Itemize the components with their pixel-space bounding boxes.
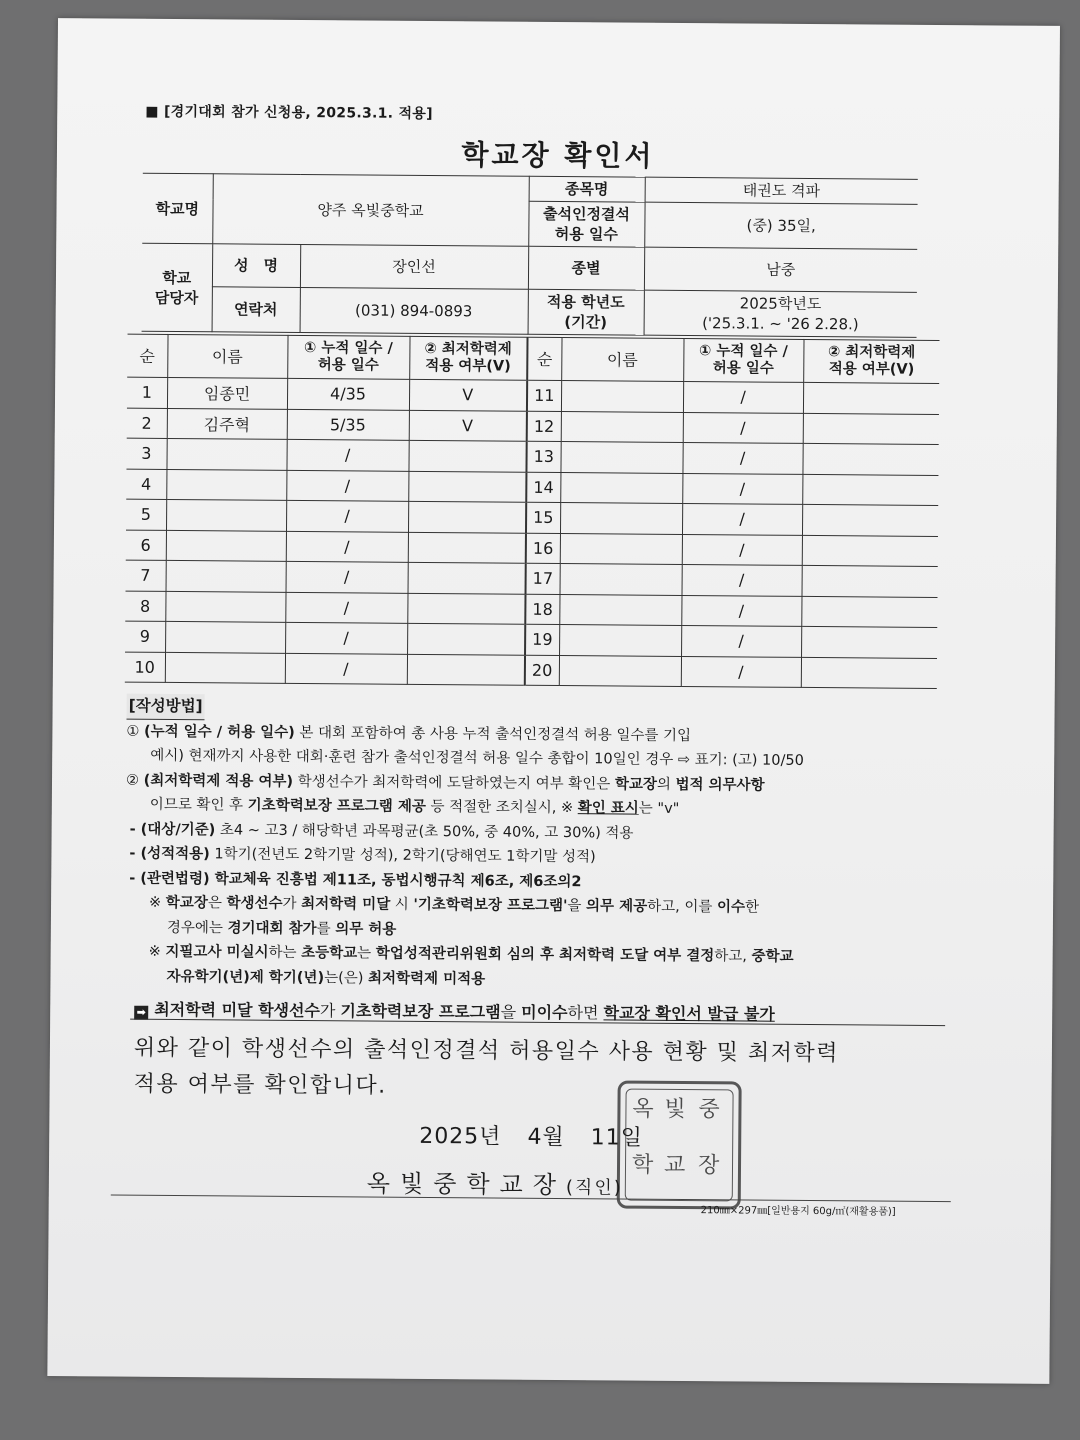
row-check	[408, 501, 526, 532]
note-3-text: 초4 ~ 고3 / 해당학년 과목평균(초 50%, 중 40%, 고 30%) 적용	[215, 821, 634, 842]
row-no: 11	[527, 380, 561, 411]
row-check	[802, 443, 938, 475]
note-2-line2-underline: 확인 표시	[577, 800, 639, 817]
row-days: /	[681, 595, 801, 626]
header-no-right: 순	[527, 337, 561, 380]
row-name	[165, 652, 285, 683]
manager-label-line1: 학교	[162, 268, 192, 287]
seal-char: 교	[663, 1152, 686, 1179]
principal-name: 옥빛중학교장	[366, 1169, 567, 1200]
year-value-line1: 2025학년도	[739, 294, 822, 314]
note-2-line2-bold: 기초학력보장 프로그램 제공	[247, 797, 426, 815]
row-no: 12	[527, 411, 561, 442]
note-7-text-d: 하고,	[714, 948, 752, 965]
header-min-left-line1: ② 최저학력제	[424, 340, 512, 358]
note-6-text-e: 을	[567, 898, 587, 915]
row-no: 3	[126, 438, 166, 469]
note-2-number: ②	[125, 772, 140, 789]
note-2-line2-text: 이므로 확인 후	[149, 796, 248, 814]
note-6-bold-a: 학교장	[165, 894, 208, 912]
row-name	[560, 564, 682, 595]
header-name-left: 이름	[167, 334, 287, 378]
date-day: 11일	[590, 1125, 644, 1151]
category-value: 남중	[644, 247, 917, 292]
confirmation-line-2: 적용 여부를 확인합니다.	[133, 1071, 387, 1099]
row-days: /	[681, 656, 801, 687]
row-days: /	[286, 470, 408, 501]
seal-char: 장	[697, 1153, 720, 1179]
roster-table	[125, 334, 940, 689]
warning-text-a: 가	[319, 1001, 341, 1021]
year-value-line2: ('25.3.1. ~ '26 2.28.)	[702, 314, 859, 334]
row-name	[166, 560, 286, 591]
contact-label: 연락처	[212, 287, 300, 333]
note-1-text: 본 대회 포함하여 총 사용 누적 출석인정결석 허용 일수를 기입	[294, 724, 692, 744]
note-7-bold-b: 초등학교	[301, 945, 358, 962]
row-days: /	[682, 442, 802, 473]
note-6-bold-c: 최저학력 미달	[301, 896, 391, 913]
note-7-bold-d: 중학교	[751, 948, 794, 965]
row-name	[560, 503, 682, 534]
seal-char: 중	[698, 1097, 720, 1123]
note-7-line2-bold-b: 최저학력제 미적용	[367, 970, 486, 987]
note-6-line2-text-b: 를	[316, 920, 336, 937]
note-2-text: 학생선수가 최저학력에 도달하였는지 여부 확인은	[292, 773, 615, 792]
row-name: 임종민	[167, 377, 287, 408]
category-label: 종별	[528, 246, 644, 290]
header-days-left-line2: 허용 일수	[317, 357, 379, 374]
row-no: 4	[126, 469, 166, 500]
row-check	[408, 471, 526, 502]
row-no: 8	[125, 591, 165, 622]
row-check	[801, 565, 937, 597]
note-6-text-d: 시	[390, 896, 414, 913]
header-min-left	[409, 336, 527, 380]
row-name	[559, 655, 681, 686]
row-name	[166, 469, 286, 500]
event-value: 태권도 격파	[645, 177, 918, 204]
allowed-days-label-line2: 허용 일수	[554, 224, 618, 244]
note-7-text-c: 는	[357, 945, 376, 962]
row-check	[407, 623, 525, 654]
confirmation-text	[133, 1031, 974, 1110]
contact-value: (031) 894-0893	[300, 287, 528, 334]
header-days-right	[683, 338, 803, 382]
row-no: 2	[127, 408, 167, 439]
note-7-mark: ※	[148, 943, 166, 960]
note-4-bold: - (성적적용)	[129, 845, 210, 863]
header-min-right-line2: 적용 여부(V)	[828, 361, 915, 378]
note-7-text-b: 하는	[268, 944, 302, 962]
note-1-example: 예시) 현재까지 사용한 대회·훈련 참가 출석인정결석 허용 일수 총합이 10일인 경우 ⇨ 표기: (고) 10/50	[150, 747, 804, 769]
row-no: 18	[525, 594, 559, 625]
row-no: 7	[126, 560, 166, 591]
row-check	[408, 562, 526, 593]
year-label-line2: (기간)	[564, 313, 608, 332]
row-name	[166, 499, 286, 530]
warning-bold-c: 미이수	[521, 1002, 568, 1023]
document-title: 학교장 확인서	[461, 138, 655, 173]
row-no: 17	[526, 563, 560, 594]
row-check	[802, 474, 938, 506]
note-2-line2-text-b: 등 적절한 조치실시, ※	[425, 798, 578, 817]
name-label: 성 명	[212, 244, 300, 288]
note-2-text-c: 의	[656, 776, 676, 793]
seal-char: 학	[631, 1152, 654, 1178]
school-label: 학교명	[142, 173, 213, 244]
row-check: V	[409, 379, 527, 410]
info-table	[142, 173, 918, 338]
row-check	[802, 535, 938, 567]
row-check: V	[409, 410, 527, 441]
row-check	[803, 413, 939, 445]
form-tag: ■ [경기대회 참가 신청용, 2025.3.1. 적용]	[145, 103, 433, 123]
note-2-line2-text-c: 는 "v"	[638, 800, 680, 817]
row-name: 김주혁	[167, 408, 287, 439]
note-6-text-f: 하고, 이를	[647, 898, 718, 916]
warning-bold-b: 기초학력보장 프로그램	[340, 1001, 501, 1022]
row-days: /	[682, 503, 802, 534]
arrow-box-icon: ➡	[134, 1006, 148, 1020]
note-6-bold-f: 이수	[716, 899, 746, 916]
note-2-bold: (최저학력제 적용 여부)	[143, 772, 294, 790]
row-days: /	[681, 625, 801, 656]
note-1-number: ①	[126, 723, 140, 740]
header-no-left: 순	[127, 334, 167, 377]
header-days-right-line2: 허용 일수	[712, 360, 774, 377]
row-check	[407, 654, 525, 685]
manager-label-line2: 담당자	[154, 288, 199, 307]
row-days: /	[683, 381, 803, 412]
note-6-text-b: 은	[207, 895, 227, 912]
row-days: /	[286, 500, 408, 531]
note-6-line2-text: 경우에는	[166, 919, 228, 936]
manager-label	[142, 243, 213, 332]
instructions-title: [작성방법]	[127, 694, 205, 720]
school-value: 양주 옥빛중학교	[212, 174, 529, 246]
header-days-left-line1: ① 누적 일수 /	[303, 340, 393, 357]
row-days: /	[285, 622, 407, 653]
row-check	[407, 593, 525, 624]
row-days: /	[682, 564, 802, 595]
note-7-bold-a: 지필고사 미실시	[165, 943, 269, 961]
row-days: /	[286, 531, 408, 562]
table-row	[125, 652, 937, 689]
note-6-bold-d: '기초학력보장 프로그램'	[413, 896, 568, 915]
row-check	[408, 440, 526, 471]
warning-text-c: 하면	[567, 1003, 604, 1023]
row-name	[560, 442, 682, 473]
row-days: 4/35	[287, 378, 409, 409]
row-days: /	[682, 473, 802, 504]
note-3-bold: - (대상/기준)	[129, 821, 216, 838]
row-name	[166, 438, 286, 469]
row-check	[801, 596, 937, 628]
row-no: 1	[127, 377, 167, 408]
roster-header-row	[127, 334, 939, 383]
row-days: 5/35	[287, 409, 409, 440]
note-6-text-g: 한	[744, 899, 760, 916]
allowed-days-label-line1: 출석인정결석	[542, 204, 631, 224]
row-name	[166, 530, 286, 561]
row-no: 6	[126, 530, 166, 561]
row-days: /	[286, 439, 408, 470]
row-check	[408, 532, 526, 563]
note-5-text: 학교체육 진흥법 제11조, 동법시행규칙 제6조, 제6조의2	[209, 870, 582, 890]
official-seal-icon	[617, 1080, 742, 1209]
note-6-text-c: 가	[282, 895, 302, 913]
instructions	[124, 694, 956, 996]
note-4-text: 1학기(전년도 2학기말 성적), 2학기(당해연도 1학기말 성적)	[209, 846, 596, 866]
row-days: /	[286, 561, 408, 592]
paper-spec: 210㎜×297㎜[일반용지 60g/㎡(재활용품)]	[700, 1205, 896, 1218]
row-name	[165, 621, 285, 652]
row-no: 14	[526, 472, 560, 503]
header-min-left-line2: 적용 여부(V)	[425, 357, 511, 375]
row-check	[801, 657, 937, 689]
row-check	[803, 382, 939, 414]
principal-signature	[367, 1164, 623, 1201]
row-no: 16	[526, 533, 560, 564]
date-year: 2025년	[419, 1123, 502, 1150]
row-check	[802, 504, 938, 536]
row-name	[165, 591, 285, 622]
row-no: 13	[526, 441, 560, 472]
row-name	[559, 594, 681, 625]
note-6-bold-e: 의무 제공	[586, 898, 648, 915]
seal-char: 빛	[664, 1096, 686, 1123]
note-5-bold: - (관련법령)	[129, 870, 210, 887]
note-6-mark: ※	[149, 894, 166, 911]
year-value	[644, 290, 917, 337]
row-days: /	[285, 592, 407, 623]
header-name-right: 이름	[561, 338, 683, 382]
date-month: 4월	[527, 1124, 565, 1151]
warning-bold-a: 최저학력 미달 학생선수	[154, 999, 321, 1021]
seal-label: (직인)	[565, 1177, 623, 1199]
row-days: /	[682, 534, 802, 565]
allowed-days-label	[528, 201, 644, 247]
row-name	[561, 381, 683, 412]
note-6-line2-bold-b: 의무 허용	[335, 920, 397, 938]
header-days-left	[287, 335, 409, 379]
row-name	[559, 625, 681, 656]
row-days: /	[683, 412, 803, 443]
note-7-line2	[124, 964, 954, 995]
note-2-bold-d: 법적 의무사항	[675, 776, 765, 794]
year-label	[528, 289, 644, 335]
note-1-bold: (누적 일수 / 허용 일수)	[143, 723, 295, 741]
warning-bold-d: 학교장 확인서 발급 불가	[603, 1003, 775, 1024]
event-label: 종목명	[529, 176, 645, 202]
note-7-line2-text: 는(은)	[324, 969, 369, 987]
year-label-line1: 적용 학년도	[546, 292, 625, 312]
seal-char: 옥	[632, 1096, 654, 1122]
note-6-bold-b: 학생선수	[226, 895, 283, 912]
note-6-line2-bold: 경기대회 참가	[227, 919, 317, 937]
confirmation-line-1: 위와 같이 학생선수의 출석인정결석 허용일수 사용 현황 및 최저학력	[133, 1035, 840, 1067]
row-check	[801, 626, 937, 658]
allowed-days-value: (중) 35일,	[644, 202, 917, 249]
name-value: 장인선	[300, 244, 528, 289]
note-2-bold-b: 학교장	[614, 775, 657, 793]
row-no: 10	[125, 652, 165, 683]
row-name	[560, 472, 682, 503]
row-name	[560, 533, 682, 564]
header-days-right-line1: ① 누적 일수 /	[698, 343, 788, 360]
header-min-right-line1: ② 최저학력제	[827, 344, 916, 361]
row-no: 19	[525, 624, 559, 655]
document-page	[47, 18, 1060, 1384]
row-days: /	[285, 653, 407, 684]
note-7-bold-c: 학업성적관리위원회 심의 후 최저학력 도달 여부 결정	[375, 945, 715, 965]
row-no: 5	[126, 499, 166, 530]
row-no: 15	[526, 502, 560, 533]
row-name	[561, 411, 683, 442]
note-7-line2-bold: 자유학기(년)제 학기(년)	[166, 968, 325, 986]
row-no: 9	[125, 621, 165, 652]
header-min-right	[803, 339, 939, 383]
row-no: 20	[525, 655, 559, 686]
warning-text-b: 을	[500, 1002, 522, 1022]
